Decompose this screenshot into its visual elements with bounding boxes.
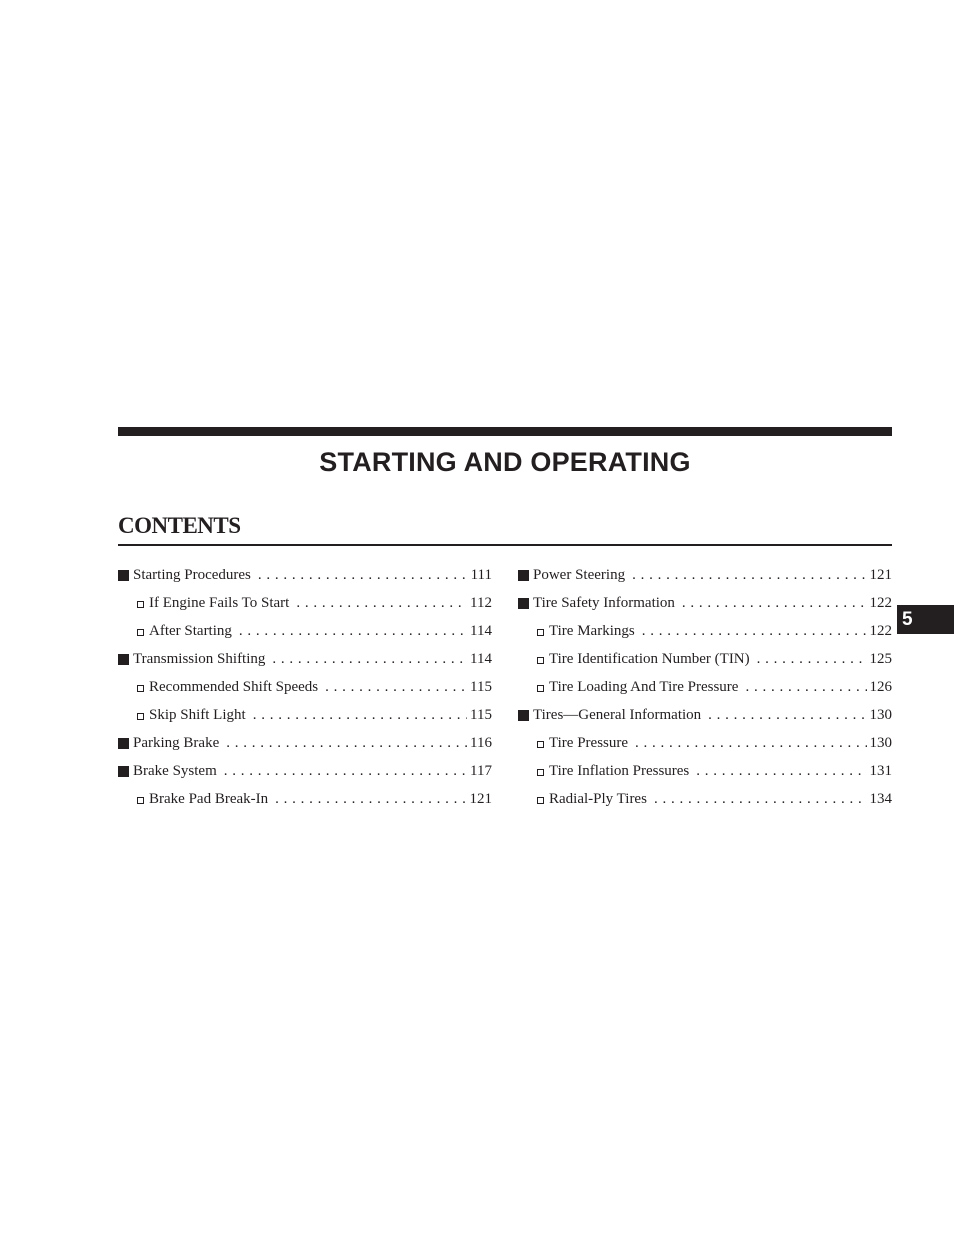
toc-entry[interactable] <box>118 561 492 589</box>
toc-subentry[interactable] <box>518 673 892 701</box>
filled-square-bullet-icon <box>118 570 129 581</box>
toc-entry[interactable] <box>518 561 892 589</box>
toc-subentry[interactable] <box>518 785 892 813</box>
hollow-square-bullet-icon <box>537 741 544 748</box>
hollow-square-bullet-icon <box>537 769 544 776</box>
toc-page-number: 112 <box>470 595 492 611</box>
filled-square-bullet-icon <box>518 598 529 609</box>
filled-square-bullet-icon <box>518 710 529 721</box>
toc-subentry[interactable] <box>118 785 492 813</box>
toc-subentry[interactable] <box>118 617 492 645</box>
toc-subentry[interactable] <box>518 645 892 673</box>
toc-entry-title: Parking Brake <box>133 735 220 751</box>
toc-page-number: 122 <box>869 623 892 639</box>
dot-leader <box>258 561 468 589</box>
toc-page-number: 131 <box>869 763 892 779</box>
dot-leader <box>325 673 467 701</box>
hollow-square-bullet-icon <box>137 601 144 608</box>
toc-subentry[interactable] <box>118 701 492 729</box>
toc-entry-title: Tire Markings <box>549 623 635 639</box>
toc-page-number: 121 <box>869 567 892 583</box>
contents-heading: CONTENTS <box>118 513 241 538</box>
hollow-square-bullet-icon <box>537 685 544 692</box>
toc-page-number: 130 <box>869 707 892 723</box>
toc-page-number: 126 <box>869 679 892 695</box>
dot-leader <box>757 645 867 673</box>
chapter-title: STARTING AND OPERATING <box>319 447 691 477</box>
toc-page-number: 122 <box>869 595 892 611</box>
contents-divider <box>118 544 892 546</box>
toc-entry-title: Brake System <box>133 763 217 779</box>
toc-subentry[interactable] <box>518 757 892 785</box>
filled-square-bullet-icon <box>118 738 129 749</box>
hollow-square-bullet-icon <box>537 629 544 636</box>
hollow-square-bullet-icon <box>137 685 144 692</box>
toc-page-number: 134 <box>869 791 892 807</box>
filled-square-bullet-icon <box>118 766 129 777</box>
toc-page-number: 114 <box>470 651 492 667</box>
toc-entry-title: After Starting <box>149 623 232 639</box>
toc-page-number: 116 <box>470 735 492 751</box>
dot-leader <box>224 757 467 785</box>
toc-entry-title: Skip Shift Light <box>149 707 246 723</box>
toc-entry[interactable] <box>518 701 892 729</box>
dot-leader <box>275 785 466 813</box>
toc-entry-title: Brake Pad Break-In <box>149 791 269 807</box>
hollow-square-bullet-icon <box>137 629 144 636</box>
toc-entry[interactable] <box>118 757 492 785</box>
toc-right-column <box>518 561 892 813</box>
toc-entry-title: Tire Inflation Pressures <box>549 763 690 779</box>
dot-leader <box>635 729 866 757</box>
dot-leader <box>632 561 866 589</box>
toc-entry-title: If Engine Fails To Start <box>149 595 290 611</box>
toc-entry-title: Power Steering <box>533 567 626 583</box>
hollow-square-bullet-icon <box>137 797 144 804</box>
dot-leader <box>708 701 866 729</box>
toc-entry-title: Transmission Shifting <box>133 651 266 667</box>
toc-entry-title: Tire Identification Number (TIN) <box>549 651 750 667</box>
toc-left-column <box>118 561 492 813</box>
dot-leader <box>745 673 866 701</box>
toc-entry-title: Recommended Shift Speeds <box>149 679 319 695</box>
toc-subentry[interactable] <box>518 617 892 645</box>
toc-subentry[interactable] <box>118 673 492 701</box>
toc-entry-title: Tire Loading And Tire Pressure <box>549 679 739 695</box>
toc-entry-title: Radial-Ply Tires <box>549 791 647 807</box>
filled-square-bullet-icon <box>118 654 129 665</box>
toc-subentry[interactable] <box>118 589 492 617</box>
toc-page-number: 115 <box>470 707 492 723</box>
toc-page-number: 117 <box>470 763 492 779</box>
dot-leader <box>642 617 867 645</box>
hollow-square-bullet-icon <box>537 797 544 804</box>
toc-page-number: 115 <box>470 679 492 695</box>
dot-leader <box>226 729 467 757</box>
toc-page-number: 111 <box>470 567 492 583</box>
dot-leader <box>296 589 467 617</box>
hollow-square-bullet-icon <box>137 713 144 720</box>
toc-entry[interactable] <box>518 589 892 617</box>
toc-subentry[interactable] <box>518 729 892 757</box>
filled-square-bullet-icon <box>518 570 529 581</box>
dot-leader <box>696 757 866 785</box>
toc-entry-title: Starting Procedures <box>133 567 251 583</box>
dot-leader <box>253 701 467 729</box>
toc-page-number: 121 <box>469 791 492 807</box>
dot-leader <box>272 645 467 673</box>
chapter-thumb-tab[interactable]: 5 <box>897 605 954 634</box>
toc-entry[interactable] <box>118 645 492 673</box>
toc-entry[interactable] <box>118 729 492 757</box>
chapter-top-rule <box>118 427 892 436</box>
dot-leader <box>682 589 867 617</box>
dot-leader <box>239 617 467 645</box>
toc-page-number: 125 <box>869 651 892 667</box>
toc-entry-title: Tires—General Information <box>533 707 702 723</box>
dot-leader <box>654 785 867 813</box>
toc-page-number: 114 <box>470 623 492 639</box>
toc-page-number: 130 <box>869 735 892 751</box>
toc-entry-title: Tire Pressure <box>549 735 629 751</box>
hollow-square-bullet-icon <box>537 657 544 664</box>
toc-entry-title: Tire Safety Information <box>533 595 675 611</box>
